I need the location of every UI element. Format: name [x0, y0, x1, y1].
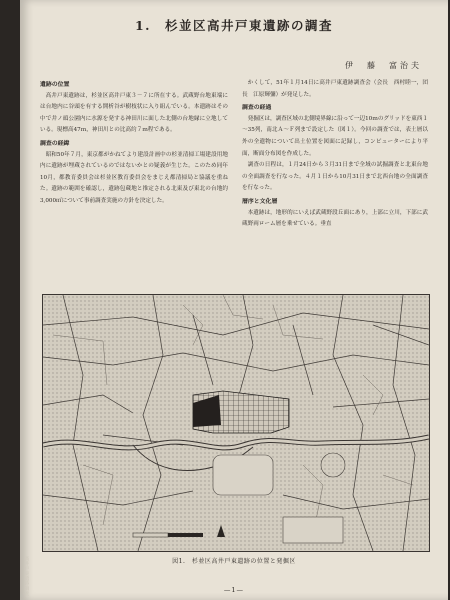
- page-number: —1—: [223, 586, 245, 594]
- section-heading-stratigraphy: 層序と文化層: [242, 197, 278, 205]
- author-name: 伊 藤 富治夫: [345, 61, 422, 70]
- section-heading-location: 遺跡の位置: [40, 81, 70, 88]
- paragraph-stratigraphy: 本遺跡は，地形的にいえば武蔵野段丘面にあり，上部に立川，下部に武蔵野両ローム層を乗せている。垂直: [242, 209, 428, 228]
- figure-caption: 図1. 杉並区高井戸東遺跡の位置と発掘区: [172, 558, 296, 565]
- page-title: 1. 杉並区高井戸東遺跡の調査: [134, 18, 334, 33]
- paragraph-grid: 発掘区は，調査区域の北側境界線に沿って一辺10ｍのグリッドを東西１～35列，南北Ａ～Ｆ列まで設定した（図１）。今回の調査では，表土層以外の全遺物について出土位置を図面に記録し，コンピューターにより平面，断面分布図を作成した。: [242, 115, 428, 157]
- margin-note: 高井戸東遺跡調査: [24, 556, 29, 596]
- document-page: [20, 0, 448, 600]
- map-drawing: [43, 295, 429, 551]
- paragraph-schedule: 調査の日程は，１月24日から３月31日まで全域の試掘調査と北東台地の全面調査を行なった。４月１日から10月31日まで北西台地の全面調査を行なった。: [242, 162, 428, 192]
- site-location-map: [42, 294, 430, 552]
- map-scale-bar: [133, 533, 203, 537]
- right-text-column: [242, 78, 428, 231]
- paragraph-location: 高井戸東遺跡は，杉並区高井戸東３－７に所在する。武蔵野台地東端には台地内に谷頭を有する開析谷が樹枝状に入り組んでいる。本遺跡はその中で井ノ頭公園内に水源を発する神田川に面した北側の台地縁に立地している。現標高47ｍ，神田川との比高約７ｍ程である。: [40, 92, 228, 134]
- open-area-south: [213, 455, 273, 495]
- left-text-column: [40, 78, 228, 208]
- paragraph-background: 昭和50年７月，東京都がかねてより建設計画中の杉並清掃工場建設用地内に遺跡が埋蔵されているのではないかとの疑義が生じた。このため同年10月，都教育委員会は杉並区教育委員会をまじえ都清掃局と協議を重ねた。遺跡の範囲を確認し，遺跡包蔵地と推定される北東及び東北の台地約3,000㎡について事前調査実施の方針を決定した。: [40, 151, 228, 204]
- open-area-lower: [283, 517, 343, 543]
- section-heading-progress: 調査の経過: [242, 104, 272, 112]
- section-heading-background: 調査の経緯: [40, 139, 70, 147]
- paragraph-committee: かくして，51年１月14日に高井戸東遺跡調査会（会長 西村睦一，団長 江原輝彌）が発足した。: [242, 80, 428, 98]
